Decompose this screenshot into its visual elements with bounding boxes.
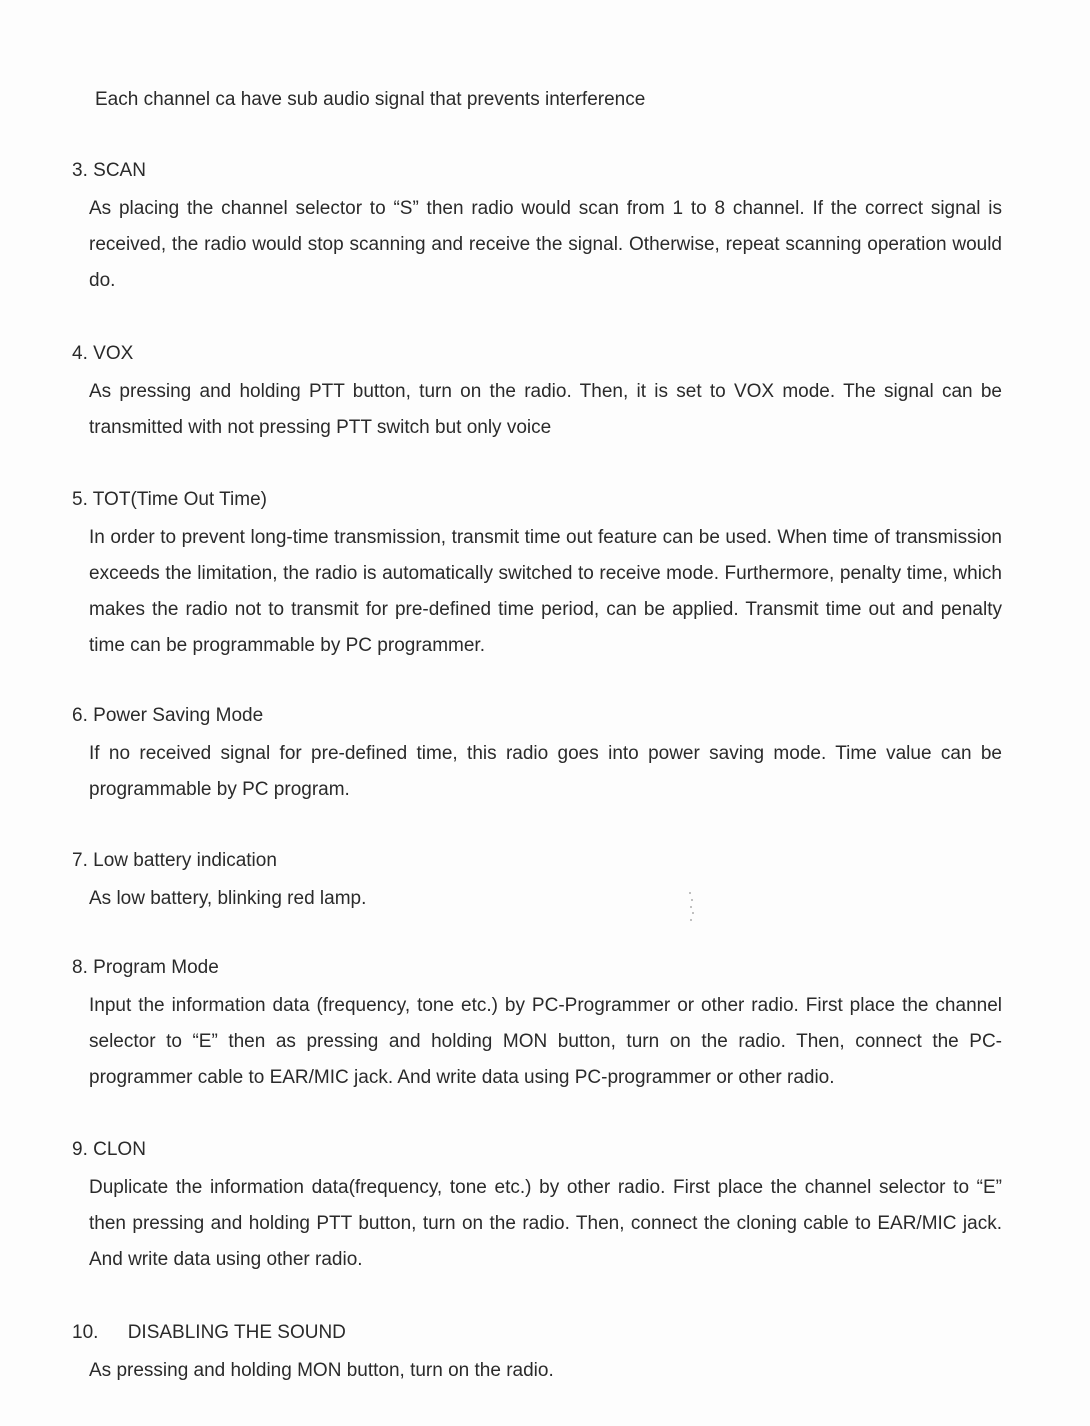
- section-body: As placing the channel selector to “S” then radio would scan from 1 to 8 channel. If the correct signal is received, the radio would stop scanning and receive the signal. Otherwise, repeat scanning operation would do.: [89, 198, 1002, 291]
- section-body: As low battery, blinking red lamp.: [89, 888, 367, 909]
- section-number: 7.: [72, 850, 88, 871]
- section-number: 8.: [72, 957, 88, 978]
- section-title: TOT(Time Out Time): [92, 489, 267, 510]
- section-title: Program Mode: [93, 957, 219, 978]
- section-title: VOX: [93, 343, 134, 364]
- section-heading: [72, 702, 1002, 730]
- section-body: If no received signal for pre-defined time, this radio goes into power saving mode. Time value can be programmable by PC program.: [89, 743, 1002, 800]
- section-number: 5.: [72, 489, 88, 510]
- section-title: SCAN: [93, 160, 146, 181]
- section-power-saving-mode: [72, 702, 1002, 808]
- section-body: Input the information data (frequency, tone etc.) by PC-Programmer or other radio. First place the channel selector to “E” then as pressing and holding MON button, turn on the radio. Then, connect the PC-programmer cable to EAR/MIC jack. And write data using PC-programmer or other radio.: [89, 995, 1002, 1088]
- section-title: DISABLING THE SOUND: [127, 1322, 346, 1343]
- section-number: 6.: [72, 705, 88, 726]
- section-heading: [72, 157, 1002, 185]
- section-number: 3.: [72, 160, 88, 181]
- section-title: Power Saving Mode: [93, 705, 264, 726]
- section-title: Low battery indication: [93, 850, 277, 871]
- section-clon: [72, 1136, 1002, 1278]
- section-program-mode: [72, 954, 1002, 1096]
- section-number: 10.: [72, 1322, 99, 1343]
- section-number: 4.: [72, 343, 88, 364]
- section-heading: [72, 847, 1002, 875]
- section-heading: [72, 340, 1002, 368]
- section-tot: [72, 486, 1002, 664]
- section-body: As pressing and holding MON button, turn on the radio.: [89, 1360, 554, 1381]
- section-vox: [72, 340, 1002, 446]
- section-heading: [72, 1319, 1002, 1347]
- section-scan: [72, 157, 1002, 299]
- section-number: 9.: [72, 1139, 88, 1160]
- section-disabling-the-sound: [72, 1319, 1002, 1389]
- section-heading: [72, 1136, 1002, 1164]
- scan-speck: [688, 890, 694, 924]
- section-heading: [72, 954, 1002, 982]
- section-heading: [72, 486, 1002, 514]
- section-title: CLON: [93, 1139, 146, 1160]
- section-body: In order to prevent long-time transmission, transmit time out feature can be used. When time of transmission exceeds the limitation, the radio is automatically switched to receive mode. Furthermore, penalty time, which makes the radio not to transmit for pre-defined time period, can be applied. Transmit time out and penalty time can be programmable by PC programmer.: [89, 527, 1002, 656]
- section-body: As pressing and holding PTT button, turn on the radio. Then, it is set to VOX mode. The signal can be transmitted with not pressing PTT switch but only voice: [89, 381, 1002, 438]
- section-low-battery: [72, 847, 1002, 917]
- section-body: Duplicate the information data(frequency, tone etc.) by other radio. First place the channel selector to “E” then pressing and holding PTT button, turn on the radio. Then, connect the cloning cable to EAR/MIC jack. And write data using other radio.: [89, 1177, 1002, 1270]
- intro-text: Each channel ca have sub audio signal that prevents interference: [95, 89, 646, 110]
